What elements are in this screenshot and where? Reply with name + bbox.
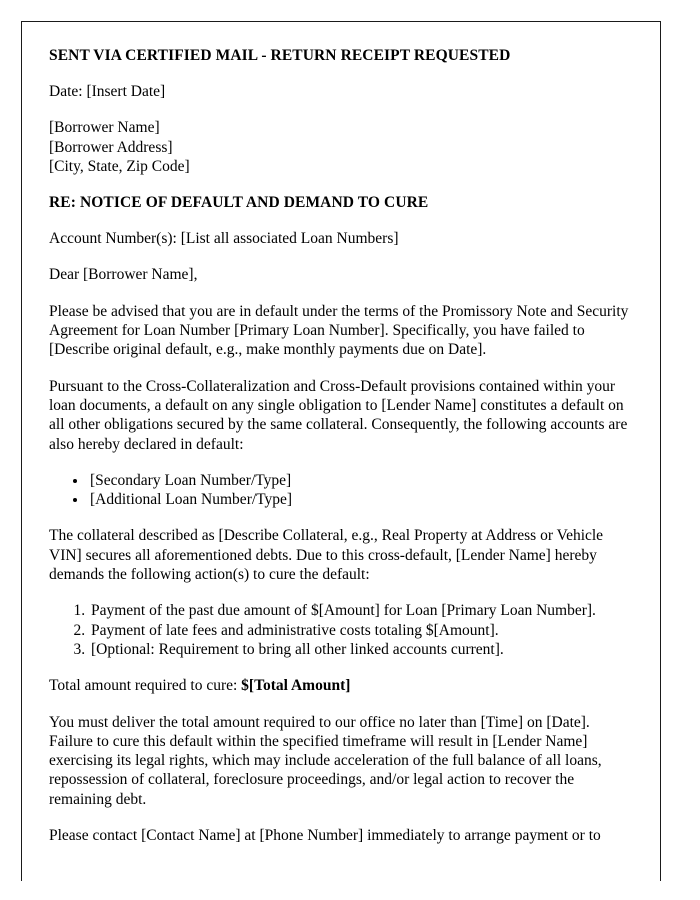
list-item: 1. Payment of the past due amount of $[Amount] for Loan [Primary Loan Number]. bbox=[89, 601, 635, 620]
cure-actions-list bbox=[49, 601, 635, 659]
list-item: 3. [Optional: Requirement to bring all other linked accounts current]. bbox=[89, 640, 635, 659]
certified-mail-heading: SENT VIA CERTIFIED MAIL - RETURN RECEIPT REQUESTED bbox=[49, 47, 511, 64]
list-item: • [Secondary Loan Number/Type] bbox=[88, 471, 635, 490]
total-amount-label: Total amount required to cure: bbox=[49, 677, 242, 695]
account-numbers-line: Account Number(s): [List all associated Loan Numbers] bbox=[49, 230, 399, 248]
document-page bbox=[21, 21, 661, 881]
paragraph-default-notice: Please be advised that you are in default under the terms of the Promissory Note and Security Agreement for Loan Number [Primary Loan Number]. Specifically, you have failed to [Describe original default, e.g., make monthly payments due on Date]. bbox=[49, 302, 629, 359]
recipient-name: [Borrower Name] bbox=[49, 119, 160, 137]
list-item: 2. Payment of late fees and administrative costs totaling $[Amount]. bbox=[89, 621, 635, 640]
list-item: • [Additional Loan Number/Type] bbox=[88, 490, 635, 509]
total-amount-value: $[Total Amount] bbox=[241, 677, 351, 695]
paragraph-deadline: You must deliver the total amount required to our office no later than [Time] on [Date]. Failure to cure this default within the specified timeframe will result in [Lender Name] exercising its legal rights, which may include acceleration of the full balance of all loans, repossession of collateral, foreclosure proceedings, and/or legal action to recover the remaining debt. bbox=[49, 713, 602, 808]
recipient-address-block bbox=[49, 118, 635, 176]
salutation: Dear [Borrower Name], bbox=[49, 266, 198, 284]
paragraph-cross-default: Pursuant to the Cross-Collateralization and Cross-Default provisions contained within your loan documents, a default on any single obligation to [Lender Name] constitutes a default on all other obligations secured by the same collateral. Consequently, the following accounts are also hereby declared in default: bbox=[49, 377, 628, 453]
document-body bbox=[49, 46, 635, 862]
defaulted-accounts-list bbox=[49, 471, 635, 510]
recipient-address: [Borrower Address] bbox=[49, 138, 173, 156]
paragraph-collateral: The collateral described as [Describe Collateral, e.g., Real Property at Address or Vehicle VIN] secures all aforementioned debts. Due to this cross-default, [Lender Name] hereby demands the following action(s) to cure the default: bbox=[49, 527, 604, 584]
date-line: Date: [Insert Date] bbox=[49, 83, 166, 100]
paragraph-contact: Please contact [Contact Name] at [Phone Number] immediately to arrange payment or to bbox=[49, 827, 601, 845]
total-amount-line bbox=[49, 676, 635, 695]
re-subject-heading: RE: NOTICE OF DEFAULT AND DEMAND TO CURE bbox=[49, 194, 429, 212]
recipient-city-state-zip: [City, State, Zip Code] bbox=[49, 157, 190, 175]
